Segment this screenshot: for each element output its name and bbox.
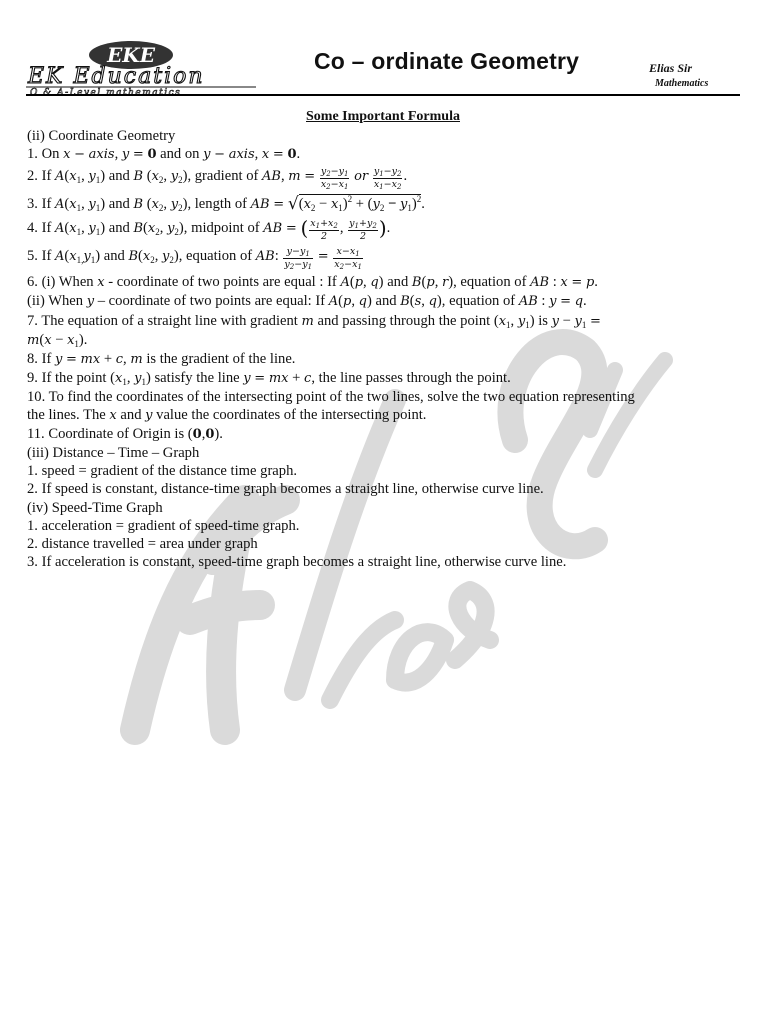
page-title: Co – ordinate Geometry xyxy=(314,48,580,74)
stg-line-2: 2. distance travelled = area under graph xyxy=(27,535,258,552)
logo-mark: EKE xyxy=(107,43,155,67)
formula-line-8: 8. If y = mx + c, m is the gradient of the line. xyxy=(27,350,296,367)
formula-line-11: 11. Coordinate of Origin is (0,0). xyxy=(27,426,223,443)
section-title: Some Important Formula xyxy=(306,109,460,124)
formula-line-7-cont: $m(x - x_1)$. xyxy=(27,331,88,349)
author-name: Elias Sir xyxy=(649,61,693,75)
formula-line-10: 10. To find the coordinates of the intersecting point of the two lines, solve the two equation representing xyxy=(27,388,635,405)
formula-line-5: 5. If $A(x_{1,}y_1)$ and $B(x_2$, $y_2$), equation of AB: $\frac{y-y_1}{y_2-y_1}$ = $\frac{x-x_1}{x_2-x_1}$ xyxy=(27,246,362,272)
stg-line-1: 1. acceleration = gradient of speed-time graph. xyxy=(27,517,300,534)
formula-line-6i: 6. (i) When x - coordinate of two points are equal : If A(p, q) and B(p, r), equation of AB : x = p. xyxy=(27,274,598,291)
formula-content xyxy=(27,108,739,571)
logo-tagline: O & A-Level mathematics xyxy=(30,88,182,96)
page-header xyxy=(0,0,768,100)
logo-name: EK Education xyxy=(28,64,205,89)
dtg-line-1: 1. speed = gradient of the distance time graph. xyxy=(27,463,298,480)
formula-line-2: 2. If $A(x_1$, $y_1$) and B ($x_2$, $y_2$), gradient of AB, m = $\frac{y_2-y_1}{x_2-x_1}$ or $\frac{y_1-y_2}{x_1-x_2}$ . xyxy=(27,166,408,192)
heading-distance-time-graph: (iii) Distance – Time – Graph xyxy=(27,445,200,462)
subject-label: Mathematics xyxy=(655,78,709,89)
eke-logo xyxy=(26,40,256,96)
heading-speed-time-graph: (iv) Speed-Time Graph xyxy=(27,499,163,516)
stg-line-3: 3. If acceleration is constant, speed-time graph becomes a straight line, otherwise curve line. xyxy=(27,553,567,570)
heading-coordinate-geometry: (ii) Coordinate Geometry xyxy=(27,128,176,145)
formula-line-6ii: (ii) When y – coordinate of two points are equal: If A(p, q) and B(s, q), equation of AB : y = q. xyxy=(27,293,587,310)
formula-line-4: 4. If $A(x_1$, $y_1$) and $B(x_2$, $y_2$), midpoint of AB = ( $\frac{x_1+x_2}{2}$ , $\frac{y_1+y_2}{2}$ ). xyxy=(27,216,391,243)
header-divider xyxy=(26,94,740,96)
formula-line-7: 7. The equation of a straight line with gradient m and passing through the point ($x_1$, $y_1$) is $y - y_1$ = xyxy=(27,312,601,330)
formula-line-1: 1. On x − axis, y = 0 and on y − axis, x = 0. xyxy=(27,146,301,163)
formula-line-3: 3. If $A(x_1$, $y_1$) and B ($x_2$, $y_2$), length of AB = $√(x_2 - x_1)^2 + (y_2 - y_1)^2$. xyxy=(27,194,425,215)
dtg-line-2: 2. If speed is constant, distance-time graph becomes a straight line, otherwise curve line. xyxy=(27,481,544,498)
formula-line-9: 9. If the point ($x_1$, $y_1$) satisfy the line y = mx + c, the line passes through the point. xyxy=(27,369,511,387)
formula-line-10-cont: the lines. The x and y value the coordinates of the intersecting point. xyxy=(27,407,427,424)
